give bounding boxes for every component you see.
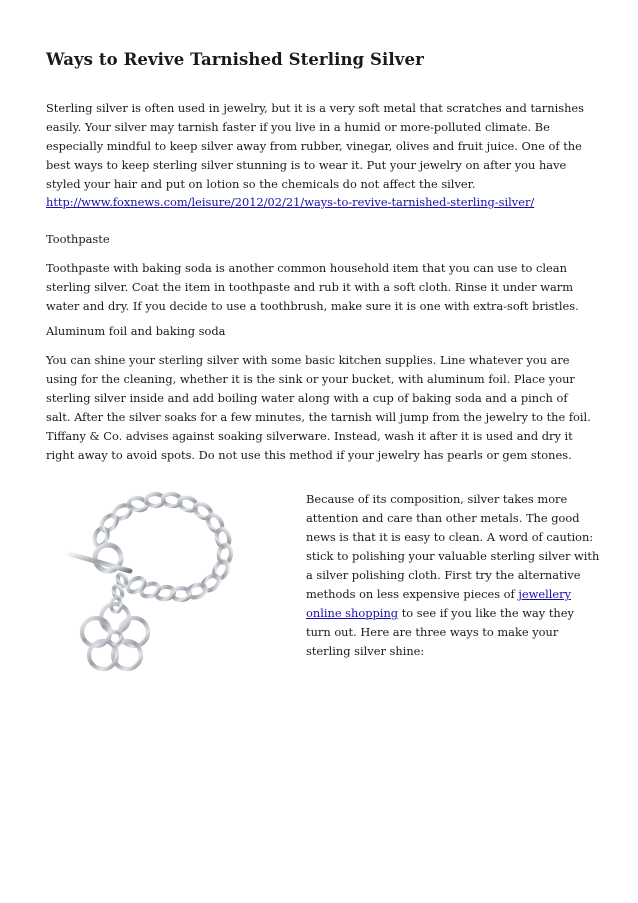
aside-text-after: to see if you like the way they turn out. Here are three ways to make your sterling silver shine: — [306, 606, 574, 658]
jewellery-shopping-link[interactable]: jewellery online shopping — [306, 587, 572, 620]
source-link[interactable]: http://www.foxnews.com/leisure/2012/02/21/ways-to-revive-tarnished-sterling-silver/ — [46, 195, 535, 209]
section-heading-toothpaste: Toothpaste — [46, 232, 110, 246]
section-heading-aluminum-foil: Aluminum foil and baking soda — [46, 324, 226, 338]
intro-paragraph: Sterling silver is often used in jewelry, but it is a very soft metal that scratches and tarnishes easily. Your silver may tarnish faster if you live in a humid or more-polluted climate. Be especially mindful to keep silver away from rubber, vinegar, olives and fruit juice. One of the best ways to keep sterling silver stunning is to wear it. Put your jewelry on after you have styled your hair and put on lotion so the chemicals do not affect the silver. — [46, 101, 585, 191]
aside-text-before: Because of its composition, silver takes more attention and care than other metals. The good news is that it is easy to clean. A word of caution: stick to polishing your valuable sterling silver with a silver polishing cloth. First try the alternative methods on less expensive pieces of — [306, 492, 600, 601]
section-body-aluminum-foil: You can shine your sterling silver with some basic kitchen supplies. Line whatever you are using for the cleaning, whether it is the sink or your bucket, with aluminum foil. Place your sterling silver inside and add boiling water along with a cup of baking soda and a pinch of salt. After the silver soaks for a few minutes, the tarnish will jump from the jewelry to the foil. Tiffany & Co. advises against soaking silverware. Instead, wash it after it is used and dry it right away to avoid spots. Do not use this method if your jewelry has pearls or gem stones. — [46, 353, 591, 462]
section-body-toothpaste: Toothpaste with baking soda is another common household item that you can use to clean sterling silver. Coat the item in toothpaste and rub it with a soft cloth. Rinse it under warm water and dry. If you decide to use a toothbrush, make sure it is one with extra-soft bristles. — [46, 261, 579, 313]
bracelet-image — [40, 476, 265, 701]
aside-paragraph — [306, 490, 602, 661]
source-link-paragraph — [46, 193, 594, 212]
page-title: Ways to Revive Tarnished Sterling Silver — [46, 50, 424, 69]
